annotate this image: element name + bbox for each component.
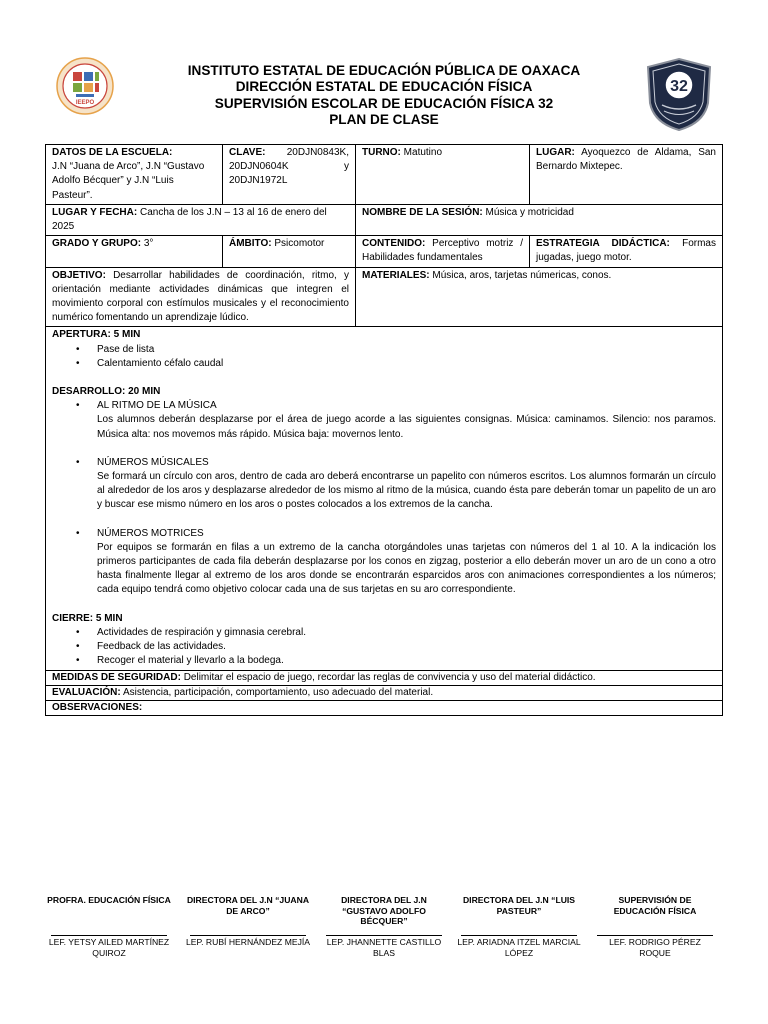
header-institute: INSTITUTO ESTATAL DE EDUCACIÓN PÚBLICA DE OAXACA [187, 63, 581, 78]
lesson-plan-table [45, 144, 723, 716]
session-name-label: NOMBRE DE LA SESIÓN: [362, 206, 483, 218]
objetivo-label: OBJETIVO: [52, 269, 106, 281]
activity-block [97, 456, 716, 513]
objective-row [46, 267, 723, 327]
objetivo-cell [46, 267, 356, 327]
objetivo-value: Desarrollar habilidades de coordinación, ritmo, y orientación mediante actividades dinámicas que integren el movimiento corporal con estímulos musicales y el reconocimiento numérico fomentando un aprendizaje lúdico. [52, 269, 349, 324]
materiales-label: MATERIALES: [362, 269, 430, 281]
signature-role: PROFRA. EDUCACIÓN FÍSICA [47, 895, 171, 905]
safety-row [46, 670, 723, 685]
grado-value: 3° [143, 238, 154, 250]
ambito-cell [223, 236, 356, 267]
lugar-cell [530, 145, 723, 205]
cierre-list [52, 626, 716, 669]
contenido-value: Perceptivo motriz / Habilidades fundamentales [362, 238, 524, 264]
lugar-fecha-cell [46, 204, 356, 235]
ambito-value: Psicomotor [274, 238, 325, 250]
observaciones-cell [46, 700, 723, 715]
ambito-label: ÁMBITO: [229, 238, 272, 250]
evaluacion-value: Asistencia, participación, comportamiento, uso adecuado del material. [122, 686, 434, 698]
signature-role: DIRECTORA DEL J.N “JUANA DE ARCO” [186, 895, 310, 916]
signature-name: LEP. JHANNETTE CASTILLO BLAS [326, 937, 442, 958]
signature-block [593, 895, 717, 958]
signature-name: LEP. RUBÍ HERNÁNDEZ MEJÍA [186, 937, 311, 947]
header-plan-title: PLAN DE CLASE [329, 112, 439, 128]
place-date-row [46, 204, 723, 235]
activity-description: Por equipos se formarán en filas a un extremo de la cancha otorgándoles unas tarjetas con números del 1 al 10. A la indicación los primeros participantes de cada fila deberán desplazarse por los conos en zigzag, posterior a ello deberán mover un aro de un cono a otro hasta finalmente llegar al extremo de los aros donde se encontrarán esparcidos aros con animaciones correspondientes a los números; cada equipo tendrá como objetivo colocar cada una de sus tarjetas en su aro correspondiente. [97, 541, 716, 596]
materiales-value: Música, aros, tarjetas númericas, conos. [432, 269, 612, 281]
apertura-title: APERTURA: 5 MIN [52, 329, 141, 341]
school-data-label: DATOS DE LA ESCUELA: [52, 147, 173, 158]
supervision-number: 32 [670, 78, 688, 95]
medidas-label: MEDIDAS DE SEGURIDAD: [52, 671, 181, 683]
signature-name: LEF. RODRIGO PÉREZ ROQUE [609, 937, 701, 958]
signature-role: SUPERVISIÓN DE EDUCACIÓN FÍSICA [613, 895, 697, 916]
signature-block [457, 895, 581, 958]
grade-row [46, 236, 723, 267]
school-row [46, 145, 723, 205]
header-direction: DIRECCIÓN ESTATAL DE EDUCACIÓN FÍSICA [235, 79, 533, 95]
evaluacion-label: EVALUACIÓN: [52, 686, 121, 698]
signature-block [186, 895, 310, 948]
list-item: • Actividades de respiración y gimnasia cerebral. [97, 626, 716, 640]
signature-name: LEF. YETSY AILED MARTÍNEZ QUIROZ [48, 937, 170, 958]
signature-block [47, 895, 171, 958]
evaluation-row [46, 685, 723, 700]
clave-value: 20DJN0843K, 20DJN0604K y 20DJN1972L [229, 147, 349, 187]
estrategia-label: ESTRATEGIA DIDÁCTICA: [536, 238, 670, 250]
list-item: • Recoger el material y llevarlo a la bodega. [97, 654, 716, 668]
signature-block [322, 895, 446, 958]
observaciones-label: OBSERVACIONES: [52, 701, 143, 713]
header-supervision: SUPERVISIÓN ESCOLAR DE EDUCACIÓN FÍSICA 32 [214, 95, 554, 111]
session-name-cell [356, 204, 723, 235]
desarrollo-title: DESARROLLO: 20 MIN [52, 386, 161, 398]
estrategia-value: Formas jugadas, juego motor. [536, 238, 716, 264]
lugar-fecha-value: Cancha de los J.N – 13 al 16 de enero del 2025 [52, 206, 327, 233]
signature-role: DIRECTORA DEL J.N “LUIS PASTEUR” [462, 895, 576, 916]
activity-title: • NÚMEROS MÚSICALES [97, 456, 716, 470]
materiales-cell [356, 267, 723, 327]
lugar-fecha-label: LUGAR Y FECHA: [52, 206, 138, 218]
signature-section [45, 895, 722, 975]
activity-block [97, 527, 716, 598]
clave-label: CLAVE: [229, 147, 266, 158]
activity-description: Los alumnos deberán desplazarse por el área de juego acorde a las siguientes consignas. Música: caminamos. Silencio: nos paramos. Música alta: nos movemos más rápido. Música baja: movernos lento. [97, 414, 716, 440]
activities-row [46, 327, 723, 670]
cierre-title: CIERRE: 5 MIN [52, 612, 123, 624]
contenido-cell [356, 236, 530, 267]
list-item: • Feedback de las actividades. [97, 640, 716, 654]
session-name-value: Música y motricidad [485, 206, 574, 218]
ieepo-logo [56, 57, 114, 115]
list-item: • Calentamiento céfalo caudal [97, 357, 716, 371]
lugar-value: Ayoquezco de Aldama, San Bernardo Mixtepec. [536, 147, 716, 173]
observations-row [46, 700, 723, 715]
medidas-value: Delimitar el espacio de juego, recordar las reglas de convivencia y uso del material didáctico. [183, 671, 596, 683]
list-item: • Pase de lista [97, 343, 716, 357]
school-data-value: J.N “Juana de Arco”, J.N “Gustavo Adolfo Bécquer” y J.N “Luis Pasteur”. [52, 161, 205, 201]
document-header [120, 63, 648, 129]
evaluacion-cell [46, 685, 723, 700]
signature-name: LEP. ARIADNA ITZEL MARCIAL LÓPEZ [457, 937, 581, 958]
activity-title: • NÚMEROS MOTRICES [97, 527, 716, 541]
turno-cell [356, 145, 530, 205]
contenido-label: CONTENIDO: [362, 238, 426, 250]
grado-cell [46, 236, 223, 267]
estrategia-cell [530, 236, 723, 267]
activities-cell [46, 327, 723, 670]
activity-title: • AL RITMO DE LA MÚSICA [97, 399, 716, 413]
ieepo-logo-text: IEEPO [75, 100, 95, 106]
school-data-cell [46, 145, 223, 205]
medidas-cell [46, 670, 723, 685]
signature-role: DIRECTORA DEL J.N “GUSTAVO ADOLFO BÉCQUER” [341, 895, 427, 927]
grado-label: GRADO Y GRUPO: [52, 238, 142, 250]
turno-value: Matutino [403, 147, 443, 158]
activity-description: Se formará un círculo con aros, dentro de cada aro deberá encontrarse un papelito con números escritos. Los alumnos formarán un círculo al alrededor de los aros y desplazarse alrededor de los mismo al ritmo de la música, cuando ésta pare deberán tomar un papelito de un aro y buscar ese mismo número en los aros o postes colocados a los extremos de la cancha. [97, 471, 716, 511]
apertura-list [52, 343, 716, 371]
turno-label: TURNO: [362, 147, 401, 158]
supervision-32-logo [644, 57, 714, 132]
lugar-label: LUGAR: [536, 147, 575, 158]
clave-cell [223, 145, 356, 205]
activity-block [97, 399, 716, 442]
